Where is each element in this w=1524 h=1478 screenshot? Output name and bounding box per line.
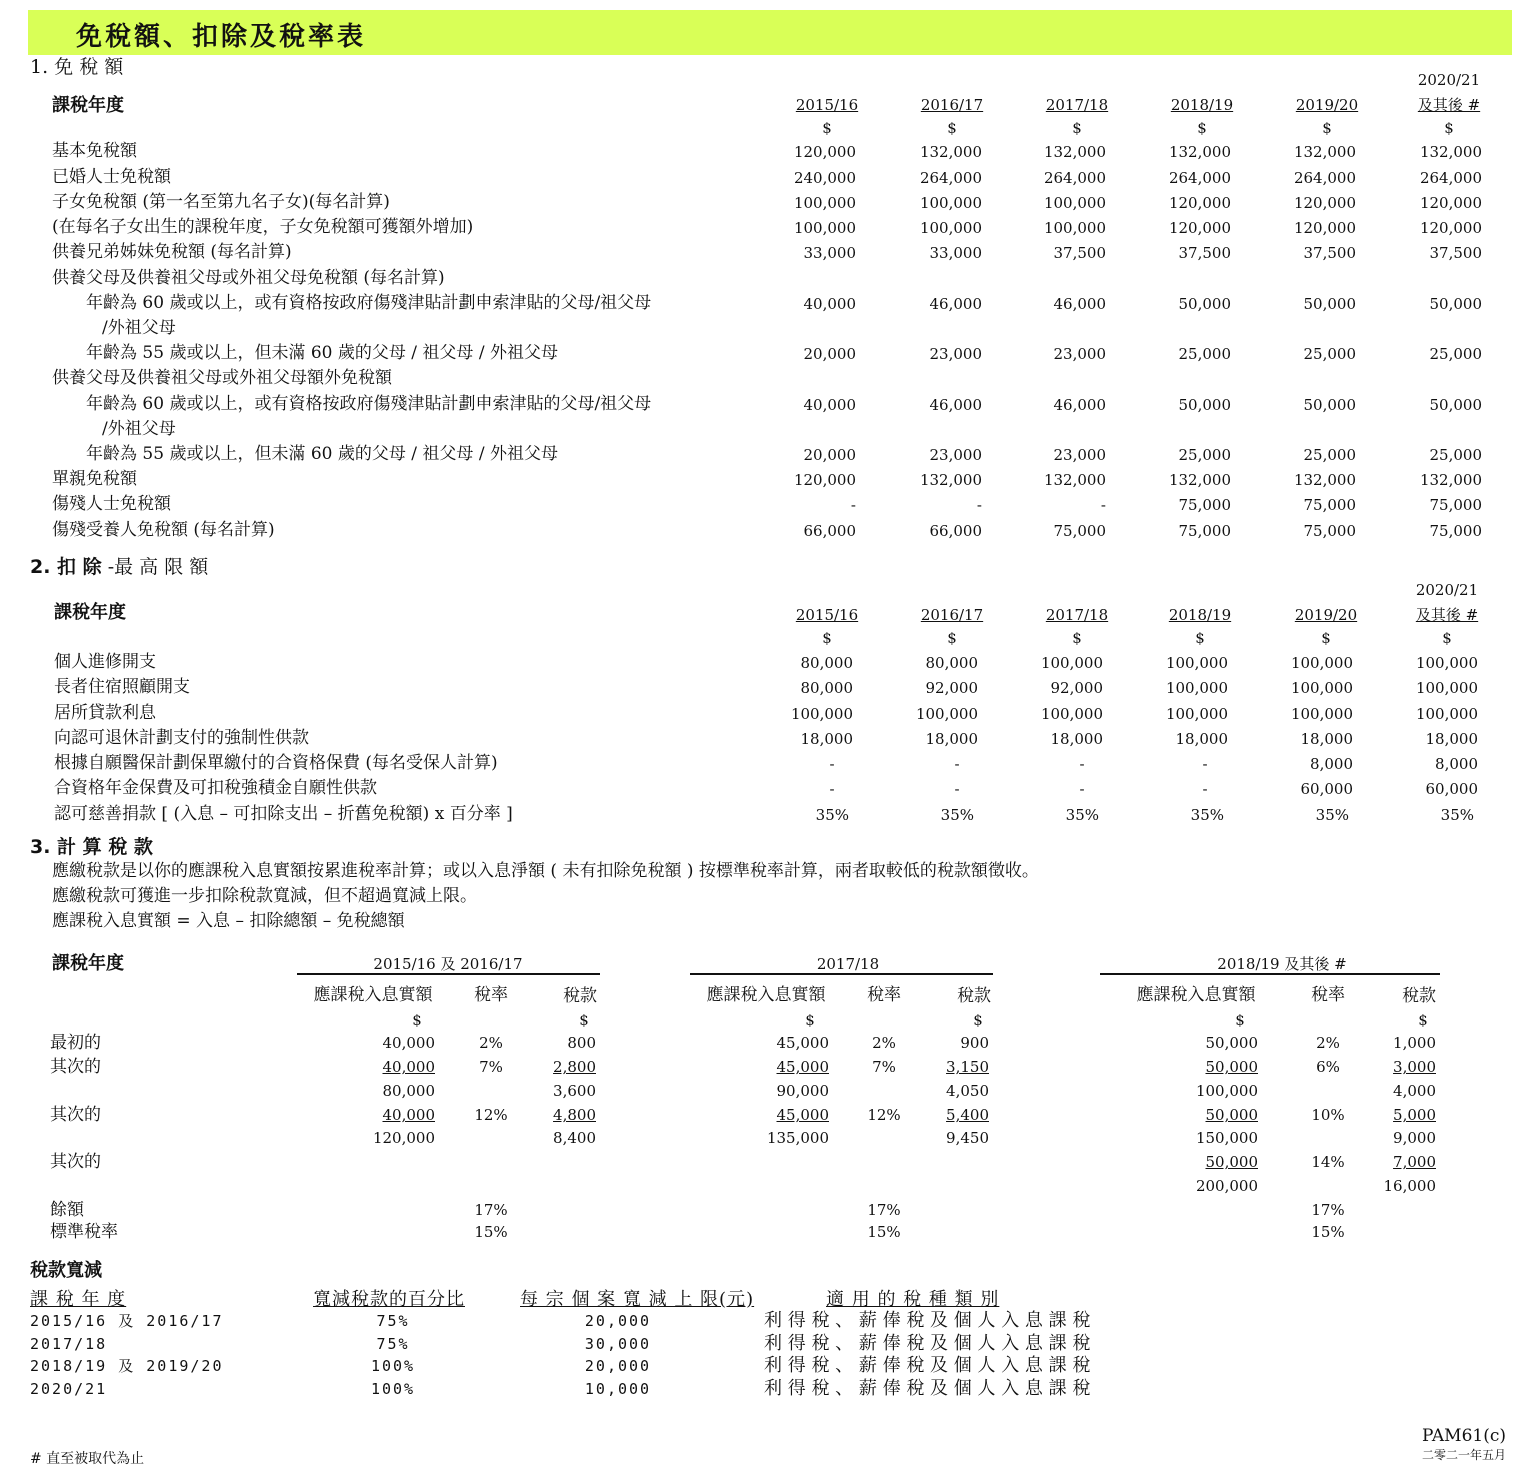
deduction-value: 92,000 xyxy=(925,679,978,697)
allowance-value: 50,000 xyxy=(1178,295,1231,313)
form-code: PAM61(c) xyxy=(1422,1426,1506,1446)
allowance-value: - xyxy=(1100,496,1106,514)
col-tax-header: 稅款 xyxy=(957,986,991,1006)
tax-relief-year: 2020/21 xyxy=(30,1380,108,1398)
tax-amount-value: 9,450 xyxy=(946,1129,989,1147)
tax-amount-value: 1,000 xyxy=(1393,1034,1436,1052)
section-2-title-bold: 2. 扣 除 xyxy=(30,556,102,578)
col-income-currency: $ xyxy=(412,1011,422,1029)
section-1-year: 2016/17 xyxy=(920,96,984,114)
col-income-header: 應課稅入息實額 xyxy=(313,985,433,1005)
tax-rate-value: 15% xyxy=(474,1223,508,1241)
deduction-label: 合資格年金保費及可扣稅強積金自願性供款 xyxy=(54,778,377,798)
taxable-income-value: 100,000 xyxy=(1195,1082,1258,1100)
deduction-value: - xyxy=(1202,780,1208,798)
deduction-value: 100,000 xyxy=(1165,679,1228,697)
allowance-value: 132,000 xyxy=(919,471,982,489)
tax-rate-value: 14% xyxy=(1311,1153,1345,1171)
allowance-value: 25,000 xyxy=(1429,345,1482,363)
section-2-year: 2017/18 xyxy=(1045,606,1109,624)
allowance-value: 75,000 xyxy=(1303,522,1356,540)
allowance-value: 75,000 xyxy=(1178,522,1231,540)
tax-amount-value: 4,800 xyxy=(553,1106,596,1124)
section-2-currency: $ xyxy=(1195,629,1205,647)
tax-relief-header: 課 稅 年 度 xyxy=(30,1289,127,1310)
allowance-value: 50,000 xyxy=(1429,396,1482,414)
tax-amount-value: 5,400 xyxy=(946,1106,989,1124)
deduction-value: 100,000 xyxy=(1415,679,1478,697)
tax-amount-value: 4,050 xyxy=(946,1082,989,1100)
allowance-value: 66,000 xyxy=(929,522,982,540)
deduction-value: 18,000 xyxy=(800,730,853,748)
tax-rate-value: 15% xyxy=(867,1223,901,1241)
section-3-title xyxy=(30,838,153,857)
allowance-value: 37,500 xyxy=(1053,244,1106,262)
deduction-value: 18,000 xyxy=(1300,730,1353,748)
tax-rate-value: 2% xyxy=(872,1034,896,1052)
deduction-value: 100,000 xyxy=(1165,654,1228,672)
tax-relief-cap: 20,000 xyxy=(584,1357,652,1375)
allowance-value: 120,000 xyxy=(1419,194,1482,212)
allowance-label: 年齡為 60 歲或以上，或有資格按政府傷殘津貼計劃申索津貼的父母/祖父母 xyxy=(86,394,652,414)
tax-relief-applicable: 利 得 稅 、 薪 俸 稅 及 個 人 入 息 課 稅 xyxy=(764,1355,1091,1376)
tax-rate-value: 15% xyxy=(1311,1223,1345,1241)
allowance-value: 120,000 xyxy=(1293,194,1356,212)
allowance-value: 33,000 xyxy=(803,244,856,262)
tax-relief-applicable: 利 得 稅 、 薪 俸 稅 及 個 人 入 息 課 稅 xyxy=(764,1378,1091,1399)
tax-relief-percent: 100% xyxy=(370,1357,416,1375)
allowance-value: 100,000 xyxy=(919,219,982,237)
tax-group-rule xyxy=(1100,973,1440,975)
allowance-value: 100,000 xyxy=(1043,194,1106,212)
allowance-label-cont: /外祖父母 xyxy=(102,419,176,439)
allowance-value: - xyxy=(976,496,982,514)
tax-group-title: 2015/16 及 2016/17 xyxy=(373,955,523,973)
allowance-value: 132,000 xyxy=(1043,471,1106,489)
section-1-year: 2015/16 xyxy=(795,96,859,114)
allowance-value: 46,000 xyxy=(1053,295,1106,313)
allowance-value: 132,000 xyxy=(1293,143,1356,161)
tax-relief-title: 稅款寬減 xyxy=(30,1260,102,1281)
tax-amount-value: 900 xyxy=(960,1034,989,1052)
allowance-value: 40,000 xyxy=(803,396,856,414)
deduction-label: 長者住宿照顧開支 xyxy=(54,677,190,697)
tax-amount-value: 3,600 xyxy=(553,1082,596,1100)
allowance-value: 132,000 xyxy=(1419,471,1482,489)
deduction-value: 18,000 xyxy=(1175,730,1228,748)
deduction-value: 92,000 xyxy=(1050,679,1103,697)
col-income-header: 應課稅入息實額 xyxy=(1136,985,1256,1005)
allowance-value: 23,000 xyxy=(1053,345,1106,363)
allowance-value: 23,000 xyxy=(929,446,982,464)
taxable-income-value: 45,000 xyxy=(776,1058,829,1076)
tax-group-title: 2017/18 xyxy=(816,955,880,973)
tax-relief-percent: 100% xyxy=(370,1380,416,1398)
deduction-value: 80,000 xyxy=(800,654,853,672)
page-title: 免稅額、扣除及稅率表 xyxy=(76,22,367,52)
deduction-value: 60,000 xyxy=(1300,780,1353,798)
taxable-income-value: 40,000 xyxy=(382,1034,435,1052)
section-1-currency: $ xyxy=(1444,119,1454,137)
tax-rate-value: 7% xyxy=(479,1058,503,1076)
allowance-value: 120,000 xyxy=(1419,219,1482,237)
allowance-value: 46,000 xyxy=(1053,396,1106,414)
allowance-value: 120,000 xyxy=(1168,194,1231,212)
section-1-year: 2017/18 xyxy=(1045,96,1109,114)
allowance-value: 100,000 xyxy=(793,194,856,212)
col-rate-header: 稅率 xyxy=(867,985,901,1005)
col-tax-currency: $ xyxy=(973,1011,983,1029)
tax-relief-header: 寬減稅款的百分比 xyxy=(313,1289,465,1310)
deduction-value: - xyxy=(1202,755,1208,773)
tax-relief-year: 2017/18 xyxy=(30,1335,108,1353)
section-2-title xyxy=(30,558,208,577)
taxable-income-value: 80,000 xyxy=(382,1082,435,1100)
tax-relief-percent: 75% xyxy=(376,1312,410,1330)
col-rate-header: 稅率 xyxy=(1311,985,1345,1005)
allowance-value: 132,000 xyxy=(1168,143,1231,161)
tax-amount-value: 3,000 xyxy=(1393,1058,1436,1076)
allowance-value: 25,000 xyxy=(1303,345,1356,363)
tax-rate-value: 17% xyxy=(1311,1201,1345,1219)
taxable-income-value: 50,000 xyxy=(1205,1153,1258,1171)
allowance-value: 264,000 xyxy=(1168,169,1231,187)
deduction-value: 35% xyxy=(815,806,849,824)
tax-amount-value: 9,000 xyxy=(1393,1129,1436,1147)
taxable-income-value: 45,000 xyxy=(776,1106,829,1124)
allowance-label: 供養父母及供養祖父母或外祖父母額外免稅額 xyxy=(52,368,392,388)
form-date: 二零二一年五月 xyxy=(1421,1448,1506,1462)
allowance-label: 單親免稅額 xyxy=(52,469,137,489)
section-1-currency: $ xyxy=(947,119,957,137)
section-1-year: 2019/20 xyxy=(1295,96,1359,114)
allowance-value: 75,000 xyxy=(1178,496,1231,514)
col-income-currency: $ xyxy=(1235,1011,1245,1029)
deduction-value: 60,000 xyxy=(1425,780,1478,798)
tax-band-label: 其次的 xyxy=(50,1105,101,1125)
allowance-value: 46,000 xyxy=(929,396,982,414)
tax-relief-cap: 20,000 xyxy=(584,1312,652,1330)
deduction-value: 100,000 xyxy=(1040,705,1103,723)
allowance-value: 33,000 xyxy=(929,244,982,262)
tax-rate-value: 7% xyxy=(872,1058,896,1076)
tax-rate-value: 2% xyxy=(479,1034,503,1052)
section-3-desc: 應課稅入息實額 = 入息 – 扣除總額 – 免稅總額 xyxy=(52,911,405,931)
section-2-year: 2016/17 xyxy=(920,606,984,624)
allowance-value: 264,000 xyxy=(1419,169,1482,187)
footnote: # 直至被取代為止 xyxy=(30,1451,145,1467)
deduction-label: 根據自願醫保計劃保單繳付的合資格保費 (每名受保人計算) xyxy=(54,753,498,773)
taxable-income-value: 45,000 xyxy=(776,1034,829,1052)
deduction-value: 100,000 xyxy=(1290,679,1353,697)
deduction-value: - xyxy=(1079,780,1085,798)
allowance-value: 25,000 xyxy=(1303,446,1356,464)
tax-band-label: 其次的 xyxy=(50,1152,101,1172)
section-2-year-header: 課稅年度 xyxy=(54,602,126,623)
title-banner xyxy=(28,10,1512,55)
section-2-year: 2019/20 xyxy=(1294,606,1358,624)
deduction-value: 18,000 xyxy=(1050,730,1103,748)
deduction-value: 80,000 xyxy=(800,679,853,697)
section-3-desc: 應繳稅款是以你的應課稅入息實額按累進稅率計算；或以入息淨額 ( 未有扣除免稅額 ) 按標準稅率計算，兩者取較低的稅款額徵收。 xyxy=(52,861,1039,881)
deduction-value: 100,000 xyxy=(1290,654,1353,672)
allowance-label: 已婚人士免稅額 xyxy=(52,167,171,187)
section-2-currency: $ xyxy=(1442,629,1452,647)
allowance-value: 120,000 xyxy=(1293,219,1356,237)
deduction-value: 100,000 xyxy=(1415,654,1478,672)
allowance-value: 23,000 xyxy=(1053,446,1106,464)
allowance-value: 50,000 xyxy=(1303,295,1356,313)
allowance-value: 37,500 xyxy=(1303,244,1356,262)
allowance-value: 66,000 xyxy=(803,522,856,540)
allowance-value: 50,000 xyxy=(1429,295,1482,313)
tax-relief-percent: 75% xyxy=(376,1335,410,1353)
allowance-value: 25,000 xyxy=(1178,446,1231,464)
allowance-value: 37,500 xyxy=(1178,244,1231,262)
section-2-currency: $ xyxy=(1321,629,1331,647)
allowance-value: 132,000 xyxy=(1293,471,1356,489)
allowance-value: 40,000 xyxy=(803,295,856,313)
deduction-value: 8,000 xyxy=(1310,755,1353,773)
allowance-label: 子女免稅額 (第一名至第九名子女)(每名計算) xyxy=(52,192,390,212)
deduction-value: 100,000 xyxy=(1040,654,1103,672)
allowance-value: - xyxy=(850,496,856,514)
col-tax-header: 稅款 xyxy=(563,986,597,1006)
taxable-income-value: 150,000 xyxy=(1195,1129,1258,1147)
allowance-label: 年齡為 55 歲或以上，但未滿 60 歲的父母 / 祖父母 / 外祖父母 xyxy=(86,444,558,464)
deduction-value: - xyxy=(829,780,835,798)
deduction-value: - xyxy=(954,755,960,773)
tax-amount-value: 8,400 xyxy=(553,1129,596,1147)
deduction-label: 個人進修開支 xyxy=(54,652,156,672)
section-1-currency: $ xyxy=(1322,119,1332,137)
tax-amount-value: 4,000 xyxy=(1393,1082,1436,1100)
deduction-value: 8,000 xyxy=(1435,755,1478,773)
taxable-income-value: 50,000 xyxy=(1205,1034,1258,1052)
section-1-currency: $ xyxy=(1197,119,1207,137)
allowance-label: 傷殘人士免稅額 xyxy=(52,494,171,514)
allowance-value: 100,000 xyxy=(919,194,982,212)
taxable-income-value: 120,000 xyxy=(372,1129,435,1147)
section-1-currency: $ xyxy=(1072,119,1082,137)
allowance-label: 供養兄弟姊妹免稅額 (每名計算) xyxy=(52,242,292,262)
allowance-value: 37,500 xyxy=(1429,244,1482,262)
deduction-value: 18,000 xyxy=(1425,730,1478,748)
col-rate-header: 稅率 xyxy=(474,985,508,1005)
tax-band-label: 標準稅率 xyxy=(50,1222,118,1242)
allowance-value: 132,000 xyxy=(1419,143,1482,161)
tax-amount-value: 7,000 xyxy=(1393,1153,1436,1171)
section-1-year: 2018/19 xyxy=(1170,96,1234,114)
tax-amount-value: 800 xyxy=(567,1034,596,1052)
allowance-label: 供養父母及供養祖父母或外祖父母免稅額 (每名計算) xyxy=(52,268,445,288)
deduction-value: - xyxy=(954,780,960,798)
taxable-income-value: 40,000 xyxy=(382,1106,435,1124)
allowance-value: 132,000 xyxy=(1168,471,1231,489)
tax-relief-header: 適 用 的 稅 種 類 別 xyxy=(826,1289,1000,1310)
allowance-label-cont: /外祖父母 xyxy=(102,318,176,338)
allowance-value: 264,000 xyxy=(919,169,982,187)
col-tax-currency: $ xyxy=(579,1011,589,1029)
taxable-income-value: 135,000 xyxy=(766,1129,829,1147)
tax-group-rule xyxy=(690,973,993,975)
allowance-value: 25,000 xyxy=(1178,345,1231,363)
tax-relief-cap: 10,000 xyxy=(584,1380,652,1398)
section-2-year-top: 2020/21 xyxy=(1415,581,1479,599)
allowance-value: 75,000 xyxy=(1429,496,1482,514)
tax-band-label: 其次的 xyxy=(50,1057,101,1077)
allowance-value: 23,000 xyxy=(929,345,982,363)
deduction-value: 100,000 xyxy=(1165,705,1228,723)
deduction-value: 100,000 xyxy=(1415,705,1478,723)
taxable-income-value: 50,000 xyxy=(1205,1106,1258,1124)
tax-relief-applicable: 利 得 稅 、 薪 俸 稅 及 個 人 入 息 課 稅 xyxy=(764,1333,1091,1354)
section-3-title-bold: 3. 計 算 稅 款 xyxy=(30,836,153,858)
deduction-value: 35% xyxy=(1190,806,1224,824)
section-2-currency: $ xyxy=(947,629,957,647)
col-income-currency: $ xyxy=(805,1011,815,1029)
deduction-value: 100,000 xyxy=(790,705,853,723)
tax-band-label: 餘額 xyxy=(50,1200,84,1220)
allowance-value: 120,000 xyxy=(1168,219,1231,237)
tax-relief-header: 每 宗 個 案 寬 減 上 限(元) xyxy=(520,1289,755,1310)
tax-group-rule xyxy=(297,973,600,975)
allowance-label: (在每名子女出生的課稅年度，子女免稅額可獲額外增加) xyxy=(52,217,474,237)
deduction-value: - xyxy=(829,755,835,773)
allowance-value: 100,000 xyxy=(1043,219,1106,237)
tax-amount-value: 16,000 xyxy=(1383,1177,1436,1195)
allowance-value: 240,000 xyxy=(793,169,856,187)
section-1-currency: $ xyxy=(822,119,832,137)
deduction-value: - xyxy=(1079,755,1085,773)
allowance-value: 132,000 xyxy=(919,143,982,161)
allowance-label: 年齡為 60 歲或以上，或有資格按政府傷殘津貼計劃申索津貼的父母/祖父母 xyxy=(86,293,652,313)
deduction-label: 認可慈善捐款 [ (入息 – 可扣除支出 – 折舊免稅額) x 百分率 ] xyxy=(54,804,513,824)
allowance-value: 264,000 xyxy=(1293,169,1356,187)
tax-group-title: 2018/19 及其後 # xyxy=(1217,955,1347,973)
deduction-label: 向認可退休計劃支付的強制性供款 xyxy=(54,728,309,748)
deduction-value: 18,000 xyxy=(925,730,978,748)
deduction-value: 100,000 xyxy=(1290,705,1353,723)
deduction-value: 35% xyxy=(940,806,974,824)
section-1-title: 1. 免 稅 額 xyxy=(30,56,124,78)
allowance-value: 75,000 xyxy=(1053,522,1106,540)
tax-relief-cap: 30,000 xyxy=(584,1335,652,1353)
tax-rate-value: 10% xyxy=(1311,1106,1345,1124)
tax-rate-value: 17% xyxy=(474,1201,508,1219)
section-3-year-header: 課稅年度 xyxy=(52,953,124,974)
taxable-income-value: 40,000 xyxy=(382,1058,435,1076)
allowance-value: 75,000 xyxy=(1303,496,1356,514)
section-2-year: 2015/16 xyxy=(795,606,859,624)
tax-rate-value: 12% xyxy=(474,1106,508,1124)
tax-amount-value: 5,000 xyxy=(1393,1106,1436,1124)
col-tax-header: 稅款 xyxy=(1402,986,1436,1006)
allowance-value: 100,000 xyxy=(793,219,856,237)
tax-band-label: 最初的 xyxy=(50,1033,101,1053)
allowance-value: 50,000 xyxy=(1303,396,1356,414)
allowance-value: 75,000 xyxy=(1429,522,1482,540)
allowance-value: 20,000 xyxy=(803,446,856,464)
taxable-income-value: 200,000 xyxy=(1195,1177,1258,1195)
deduction-value: 100,000 xyxy=(915,705,978,723)
tax-rate-value: 17% xyxy=(867,1201,901,1219)
allowance-label: 年齡為 55 歲或以上，但未滿 60 歲的父母 / 祖父母 / 外祖父母 xyxy=(86,343,558,363)
section-2-title-rest: -最 高 限 額 xyxy=(101,556,209,578)
allowance-value: 120,000 xyxy=(793,143,856,161)
allowance-value: 264,000 xyxy=(1043,169,1106,187)
allowance-value: 46,000 xyxy=(929,295,982,313)
tax-rate-value: 2% xyxy=(1316,1034,1340,1052)
tax-amount-value: 2,800 xyxy=(553,1058,596,1076)
section-2-year: 及其後 # xyxy=(1415,606,1479,624)
deduction-label: 居所貸款利息 xyxy=(54,703,156,723)
tax-relief-applicable: 利 得 稅 、 薪 俸 稅 及 個 人 入 息 課 稅 xyxy=(764,1310,1091,1331)
col-tax-currency: $ xyxy=(1418,1011,1428,1029)
allowance-label: 傷殘受養人免稅額 (每名計算) xyxy=(52,520,275,540)
tax-relief-year: 2015/16 及 2016/17 xyxy=(30,1312,224,1330)
allowance-value: 132,000 xyxy=(1043,143,1106,161)
allowance-value: 25,000 xyxy=(1429,446,1482,464)
allowance-value: 20,000 xyxy=(803,345,856,363)
deduction-value: 80,000 xyxy=(925,654,978,672)
section-1-year-top: 2020/21 xyxy=(1417,71,1481,89)
tax-rate-value: 6% xyxy=(1316,1058,1340,1076)
tax-amount-value: 3,150 xyxy=(946,1058,989,1076)
section-1-year: 及其後 # xyxy=(1417,96,1481,114)
taxable-income-value: 50,000 xyxy=(1205,1058,1258,1076)
tax-rate-value: 12% xyxy=(867,1106,901,1124)
section-2-year: 2018/19 xyxy=(1168,606,1232,624)
deduction-value: 35% xyxy=(1440,806,1474,824)
section-3-desc: 應繳稅款可獲進一步扣除稅款寬減，但不超過寬減上限。 xyxy=(52,886,477,906)
allowance-label: 基本免稅額 xyxy=(52,141,137,161)
col-income-header: 應課稅入息實額 xyxy=(706,985,826,1005)
taxable-income-value: 90,000 xyxy=(776,1082,829,1100)
section-2-currency: $ xyxy=(822,629,832,647)
section-2-currency: $ xyxy=(1072,629,1082,647)
allowance-value: 50,000 xyxy=(1178,396,1231,414)
tax-relief-year: 2018/19 及 2019/20 xyxy=(30,1357,224,1375)
deduction-value: 35% xyxy=(1065,806,1099,824)
section-1-year-header: 課稅年度 xyxy=(52,95,124,116)
allowance-value: 120,000 xyxy=(793,471,856,489)
deduction-value: 35% xyxy=(1315,806,1349,824)
